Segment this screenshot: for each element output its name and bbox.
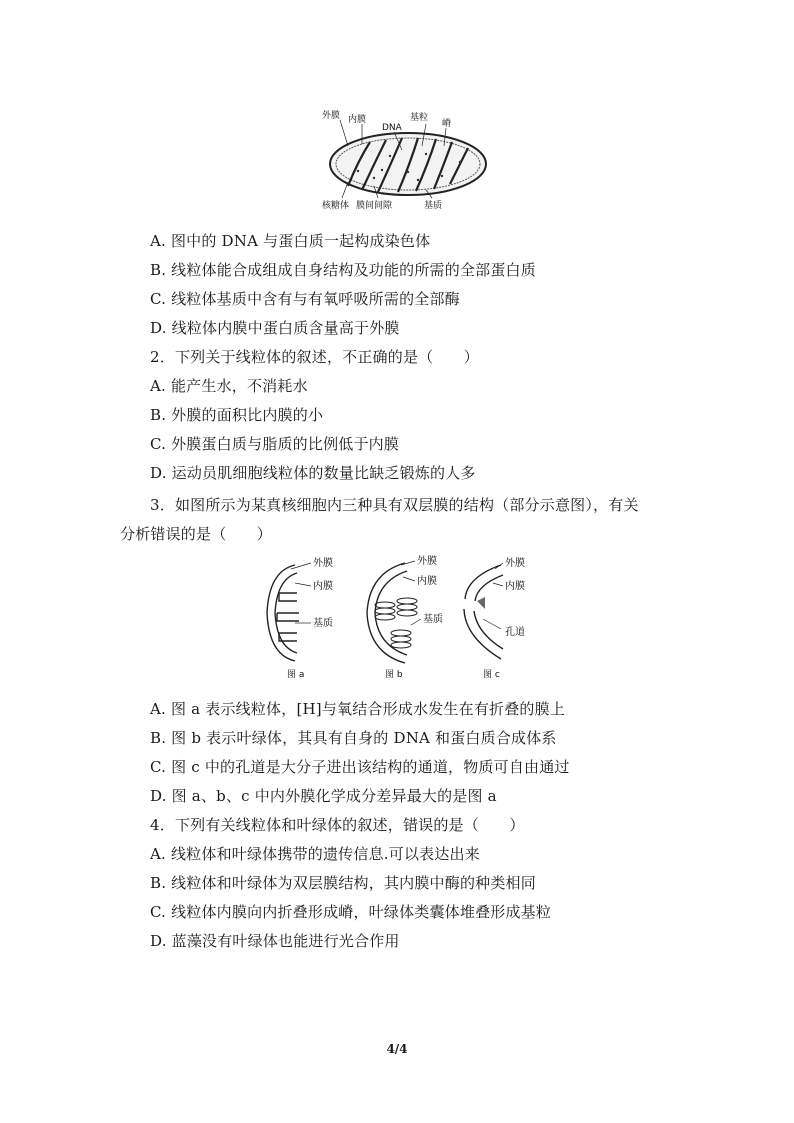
q4-option-d: D. 蓝藻没有叶绿体也能进行光合作用 <box>150 932 400 950</box>
label-granule: 基粒 <box>410 113 429 123</box>
page-number: 4/4 <box>386 1042 408 1056</box>
figure-b <box>367 561 421 663</box>
q4-option-a: A. 线粒体和叶绿体携带的遗传信息.可以表达出来 <box>150 845 480 863</box>
fig-c-inner-label: 内膜 <box>505 581 525 592</box>
q4-option-b: B. 线粒体和叶绿体为双层膜结构，其内膜中酶的种类相同 <box>150 874 536 892</box>
q2-option-b: B. 外膜的面积比内膜的小 <box>150 406 324 424</box>
fig-a-outer-label: 外膜 <box>313 558 333 569</box>
figure-a <box>267 563 311 661</box>
q3-stem-line1: 3．如图所示为某真核细胞内三种具有双层膜的结构（部分示意图），有关 <box>150 496 639 514</box>
fig-b-inner-label: 内膜 <box>417 576 437 587</box>
q1-option-c: C. 线粒体基质中含有与有氧呼吸所需的全部酶 <box>150 290 460 308</box>
label-crista: 嵴 <box>442 119 452 129</box>
fig-b-outer-label: 外膜 <box>417 556 437 567</box>
fig-c-caption: 图 c <box>483 670 500 680</box>
label-outer-membrane: 外膜 <box>322 111 341 121</box>
q1-option-a: A. 图中的 DNA 与蛋白质一起构成染色体 <box>150 232 431 250</box>
fig-c-outer-label: 外膜 <box>505 558 525 569</box>
fig-a-inner-label: 内膜 <box>313 581 333 592</box>
q3-stem-line2: 分析错误的是（ ） <box>120 525 273 543</box>
fig-a-matrix-label: 基质 <box>313 618 333 629</box>
q2-option-a: A. 能产生水，不消耗水 <box>150 377 308 395</box>
label-matrix: 基质 <box>424 201 443 211</box>
q4-option-c: C. 线粒体内膜向内折叠形成嵴，叶绿体类囊体堆叠形成基粒 <box>150 903 552 921</box>
fig-a-caption: 图 a <box>287 670 305 680</box>
q1-option-d: D. 线粒体内膜中蛋白质含量高于外膜 <box>150 319 400 337</box>
figure-c <box>464 563 503 659</box>
fig-c-pore-label: 孔道 <box>505 627 525 638</box>
label-dna: DNA <box>382 123 402 133</box>
double-membrane-structures-diagram <box>255 553 535 683</box>
q1-option-b: B. 线粒体能合成组成自身结构及功能的所需的全部蛋白质 <box>150 261 536 279</box>
fig-b-caption: 图 b <box>385 670 403 680</box>
q3-option-d: D. 图 a、b、c 中内外膜化学成分差异最大的是图 a <box>150 787 497 805</box>
fig-b-matrix-label: 基质 <box>423 614 443 625</box>
q2-option-c: C. 外膜蛋白质与脂质的比例低于内膜 <box>150 435 400 453</box>
q3-option-a: A. 图 a 表示线粒体，[H]与氧结合形成水发生在有折叠的膜上 <box>150 700 566 718</box>
q2-option-d: D. 运动员肌细胞线粒体的数量比缺乏锻炼的人多 <box>150 464 476 482</box>
q4-stem: 4．下列有关线粒体和叶绿体的叙述，错误的是（ ） <box>150 816 525 834</box>
label-ribosome: 核糖体 <box>322 201 350 211</box>
q2-stem: 2．下列关于线粒体的叙述，不正确的是（ ） <box>150 348 479 366</box>
label-inner-membrane: 内膜 <box>348 115 367 125</box>
mitochondrion-diagram <box>318 106 498 212</box>
q3-option-c: C. 图 c 中的孔道是大分子进出该结构的通道，物质可自由通过 <box>150 758 570 776</box>
label-intermembrane-space: 膜间间隙 <box>356 201 393 211</box>
q3-option-b: B. 图 b 表示叶绿体，其具有自身的 DNA 和蛋白质合成体系 <box>150 729 557 747</box>
